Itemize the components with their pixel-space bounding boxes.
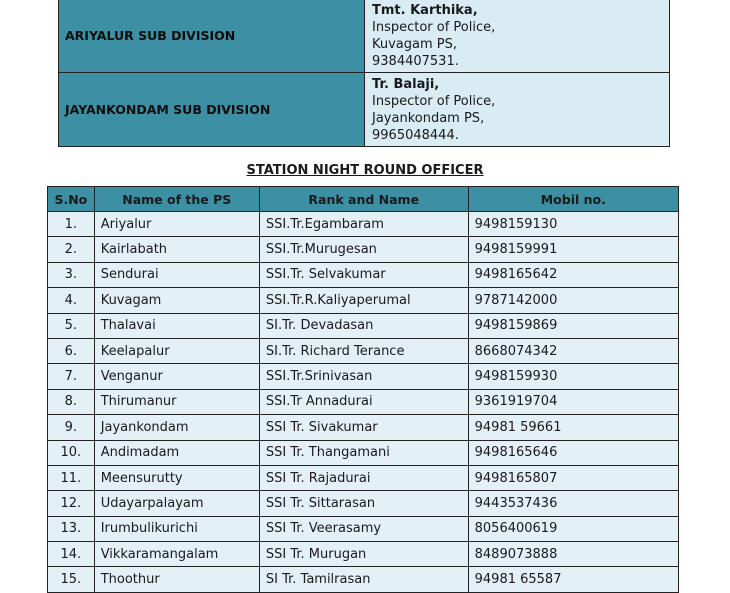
cell-ps: Sendurai bbox=[94, 262, 259, 287]
night-round-table bbox=[47, 186, 679, 593]
table-row bbox=[48, 237, 679, 262]
cell-ps: Ariyalur bbox=[94, 212, 259, 237]
cell-mobile: 94981 59661 bbox=[468, 415, 678, 440]
cell-mobile: 9498165807 bbox=[468, 465, 678, 490]
cell-sno: 2. bbox=[48, 237, 95, 262]
cell-sno: 8. bbox=[48, 389, 95, 414]
cell-sno: 12. bbox=[48, 491, 95, 516]
section-title: STATION NIGHT ROUND OFFICER bbox=[246, 163, 484, 178]
table-row bbox=[48, 313, 679, 338]
cell-rank: SSI Tr. Sivakumar bbox=[259, 415, 468, 440]
table-row bbox=[48, 542, 679, 567]
cell-sno: 1. bbox=[48, 212, 95, 237]
officer-phone: 9384407531. bbox=[372, 53, 459, 69]
header-mobile: Mobil no. bbox=[468, 187, 678, 212]
cell-ps: Kairlabath bbox=[94, 237, 259, 262]
cell-rank: SSI.Tr. Selvakumar bbox=[259, 262, 468, 287]
cell-ps: Udayarpalayam bbox=[94, 491, 259, 516]
officer-details bbox=[365, 73, 670, 147]
cell-ps: Kuvagam bbox=[94, 288, 259, 313]
cell-rank: SSI.Tr.R.Kaliyaperumal bbox=[259, 288, 468, 313]
cell-rank: SSI.Tr.Srinivasan bbox=[259, 364, 468, 389]
cell-rank: SSI.Tr Annadurai bbox=[259, 389, 468, 414]
cell-mobile: 94981 65587 bbox=[468, 567, 678, 592]
table-row bbox=[48, 212, 679, 237]
cell-sno: 13. bbox=[48, 516, 95, 541]
table-header-row bbox=[48, 187, 679, 212]
cell-mobile: 9498159930 bbox=[468, 364, 678, 389]
cell-ps: Meensurutty bbox=[94, 465, 259, 490]
cell-mobile: 9443537436 bbox=[468, 491, 678, 516]
cell-mobile: 8489073888 bbox=[468, 542, 678, 567]
cell-rank: SSI.Tr.Egambaram bbox=[259, 212, 468, 237]
header-ps: Name of the PS bbox=[94, 187, 259, 212]
table-row bbox=[48, 262, 679, 287]
cell-sno: 5. bbox=[48, 313, 95, 338]
cell-rank: SSI Tr. Thangamani bbox=[259, 440, 468, 465]
cell-rank: SSI Tr. Rajadurai bbox=[259, 465, 468, 490]
cell-ps: Thoothur bbox=[94, 567, 259, 592]
sub-division-table bbox=[58, 0, 670, 147]
cell-ps: Keelapalur bbox=[94, 338, 259, 363]
table-row bbox=[48, 415, 679, 440]
cell-rank: SSI.Tr.Murugesan bbox=[259, 237, 468, 262]
officer-name: Tr. Balaji, bbox=[372, 76, 440, 92]
cell-sno: 14. bbox=[48, 542, 95, 567]
sub-division-row bbox=[59, 73, 670, 147]
officer-name: Tmt. Karthika, bbox=[372, 2, 478, 18]
table-row bbox=[48, 465, 679, 490]
header-sno: S.No bbox=[48, 187, 95, 212]
cell-rank: SSI Tr. Sittarasan bbox=[259, 491, 468, 516]
cell-ps: Vikkaramangalam bbox=[94, 542, 259, 567]
officer-rank: Inspector of Police, bbox=[372, 93, 496, 109]
officer-rank: Inspector of Police, bbox=[372, 19, 496, 35]
sub-division-row bbox=[59, 0, 670, 73]
cell-ps: Jayankondam bbox=[94, 415, 259, 440]
officer-details bbox=[365, 0, 670, 73]
table-row bbox=[48, 440, 679, 465]
cell-mobile: 9787142000 bbox=[468, 288, 678, 313]
cell-sno: 10. bbox=[48, 440, 95, 465]
cell-mobile: 9498159991 bbox=[468, 237, 678, 262]
division-name: ARIYALUR SUB DIVISION bbox=[59, 0, 365, 73]
cell-sno: 9. bbox=[48, 415, 95, 440]
officer-phone: 9965048444. bbox=[372, 127, 459, 143]
table-row bbox=[48, 491, 679, 516]
cell-sno: 15. bbox=[48, 567, 95, 592]
table-row bbox=[48, 288, 679, 313]
cell-mobile: 9361919704 bbox=[468, 389, 678, 414]
cell-rank: SSI Tr. Veerasamy bbox=[259, 516, 468, 541]
cell-sno: 3. bbox=[48, 262, 95, 287]
cell-ps: Thirumanur bbox=[94, 389, 259, 414]
cell-mobile: 9498159130 bbox=[468, 212, 678, 237]
table-row bbox=[48, 364, 679, 389]
cell-rank: SI.Tr. Richard Terance bbox=[259, 338, 468, 363]
cell-mobile: 9498159869 bbox=[468, 313, 678, 338]
cell-mobile: 9498165642 bbox=[468, 262, 678, 287]
cell-ps: Irumbulikurichi bbox=[94, 516, 259, 541]
cell-rank: SI.Tr. Devadasan bbox=[259, 313, 468, 338]
header-rank: Rank and Name bbox=[259, 187, 468, 212]
division-name: JAYANKONDAM SUB DIVISION bbox=[59, 73, 365, 147]
cell-sno: 11. bbox=[48, 465, 95, 490]
cell-sno: 7. bbox=[48, 364, 95, 389]
cell-sno: 4. bbox=[48, 288, 95, 313]
cell-mobile: 9498165646 bbox=[468, 440, 678, 465]
cell-ps: Andimadam bbox=[94, 440, 259, 465]
cell-sno: 6. bbox=[48, 338, 95, 363]
cell-ps: Thalavai bbox=[94, 313, 259, 338]
cell-mobile: 8056400619 bbox=[468, 516, 678, 541]
officer-station: Kuvagam PS, bbox=[372, 36, 458, 52]
table-row bbox=[48, 389, 679, 414]
officer-station: Jayankondam PS, bbox=[372, 110, 485, 126]
table-row bbox=[48, 567, 679, 592]
cell-mobile: 8668074342 bbox=[468, 338, 678, 363]
cell-ps: Venganur bbox=[94, 364, 259, 389]
table-row bbox=[48, 338, 679, 363]
cell-rank: SSI Tr. Murugan bbox=[259, 542, 468, 567]
table-row bbox=[48, 516, 679, 541]
cell-rank: SI Tr. Tamilrasan bbox=[259, 567, 468, 592]
